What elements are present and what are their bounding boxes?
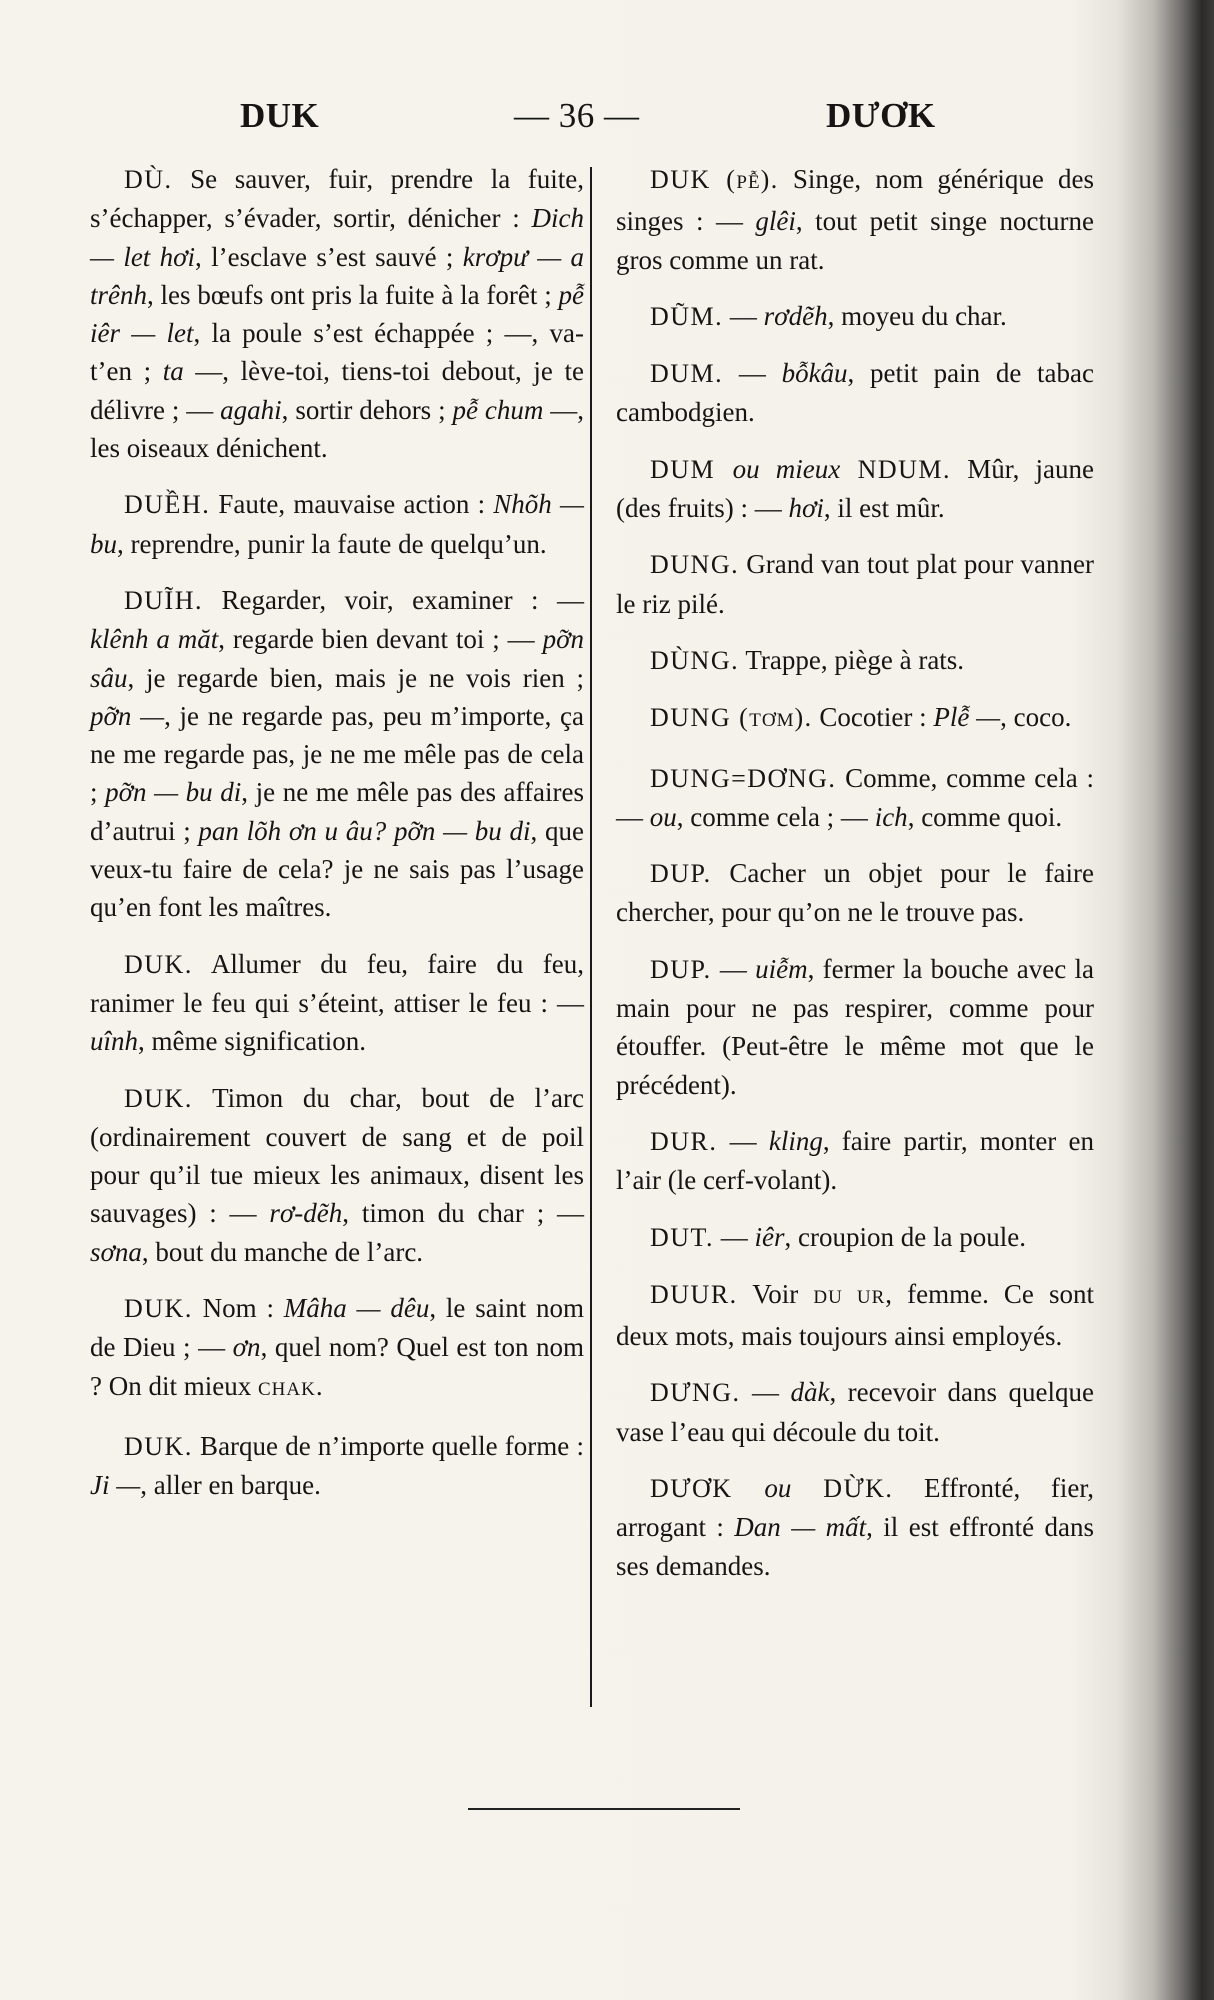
cross-reference: TƠM: [749, 710, 795, 732]
headword: DUK.: [124, 1294, 193, 1324]
headword: DUUR.: [650, 1279, 738, 1309]
cross-reference: CHAK: [257, 1378, 316, 1400]
dictionary-entry: [616, 1275, 1094, 1356]
headword: DUNG.: [650, 550, 740, 580]
example-phrase: glêi: [755, 206, 796, 237]
dictionary-entry: [90, 1079, 584, 1271]
dictionary-entry: [616, 641, 1094, 680]
example-phrase: iêr: [754, 1221, 785, 1252]
definition-text: , l’esclave s’est sauvé ;: [195, 241, 463, 272]
dictionary-entry: [616, 1122, 1094, 1200]
definition-text: Cacher un objet pour le faire chercher, pour qu’on ne le trouve pas.: [616, 858, 1094, 928]
example-phrase: Nhõh — bu: [90, 489, 584, 559]
example-phrase: ich: [874, 801, 908, 832]
footer-rule: [468, 1808, 740, 1810]
example-phrase: Ji —: [90, 1470, 141, 1501]
dictionary-entry: [90, 945, 584, 1061]
example-phrase: hơi: [788, 493, 824, 524]
example-phrase: rơdẽh: [763, 300, 828, 331]
definition-text: , comme quoi.: [907, 801, 1063, 832]
definition-text: , le saint nom de Dieu ; —: [90, 1293, 584, 1363]
example-phrase: Plễ —: [933, 702, 1001, 733]
definition-text: , coco.: [1000, 702, 1072, 733]
definition-text: Barque de n’importe quelle forme :: [192, 1430, 584, 1461]
example-phrase: agahi: [220, 394, 282, 425]
cross-reference: PỄ: [736, 172, 761, 193]
definition-text: , les bœufs ont pris la fuite à la forêt ;: [147, 279, 559, 310]
headword: ).: [794, 703, 813, 733]
definition-text: , la poule s’est échappée ; —, va-t’en ;: [90, 318, 584, 387]
headword: DƯNG.: [650, 1378, 741, 1408]
example-phrase: pan lõh ơn u âu? pỡn — bu di: [198, 815, 531, 846]
definition-text: , femme. Ce sont deux mots, mais toujours ainsi employés.: [616, 1278, 1094, 1352]
headword: ).: [760, 165, 779, 194]
headword: DUK.: [124, 1431, 193, 1461]
definition-text: Cocotier :: [812, 702, 934, 733]
definition-text: Regarder, voir, examiner : —: [203, 584, 584, 615]
dictionary-entry: [616, 545, 1094, 623]
definition-text: , timon du char ; —: [342, 1198, 584, 1229]
definition-text: —, lève-toi, tiens-toi debout, je te délivre ; —: [90, 356, 584, 425]
headword: DÙNG.: [650, 645, 740, 675]
running-head-left: DUK: [240, 96, 320, 135]
definition-text: —: [740, 1377, 791, 1408]
example-phrase: pễ iêr — let: [90, 279, 584, 349]
definition-text: , moyeu du char.: [827, 300, 1007, 331]
dictionary-entry: [616, 698, 1094, 740]
example-phrase: ơn: [232, 1332, 261, 1363]
definition-text: , je regarde bien, mais je ne vois rien ;: [127, 662, 584, 693]
headword: DUĨH.: [124, 585, 203, 615]
headword: DUM.: [650, 359, 724, 389]
definition-text: , fermer la bouche avec la main pour ne pas respirer, comme pour étouffer. (Peut-être le même mot que le précédent).: [616, 953, 1094, 1100]
definition-text: , je ne regarde pas, peu m’importe, ça ne me regarde pas, je ne me mêle pas de cela ;: [90, 700, 584, 808]
definition-text: —: [723, 300, 764, 331]
headword: DUNG=DƠNG.: [650, 763, 837, 793]
definition-text: Allumer du feu, faire du feu, ranimer le feu qui s’éteint, attiser le feu : —: [90, 948, 584, 1018]
dictionary-entry: [616, 854, 1094, 932]
headword: DUR.: [650, 1126, 718, 1156]
page-number: — 36 —: [514, 96, 640, 135]
definition-text: , croupion de la poule.: [784, 1221, 1026, 1252]
dictionary-entry: [90, 581, 584, 927]
example-phrase: ou: [649, 801, 677, 832]
example-phrase: ta: [162, 356, 184, 387]
definition-text: Grand van tout plat pour vanner le riz pilé.: [616, 549, 1094, 619]
left-column: [90, 160, 584, 1523]
example-phrase: Dich — let hơi: [90, 203, 584, 272]
definition-text: Singe, nom générique des singes : —: [616, 164, 1094, 237]
example-phrase: pỡn —: [90, 700, 165, 731]
definition-text: Mûr, jaune (des fruits) : —: [616, 453, 1095, 524]
cross-reference: DU UR: [813, 1286, 886, 1308]
dictionary-entry: [616, 1218, 1094, 1257]
headword: DUK.: [124, 949, 193, 979]
definition-text: , que veux-tu faire de cela? je ne sais pas l’usage qu’en font les maîtres.: [90, 815, 584, 923]
dictionary-entry: [616, 759, 1094, 837]
dictionary-entry: [616, 1469, 1094, 1585]
headword: DUK.: [124, 1083, 193, 1113]
example-phrase: bỗkâu: [781, 358, 848, 389]
example-phrase: Dan — mất: [734, 1512, 867, 1543]
example-phrase: Mâha — dêu: [283, 1293, 430, 1324]
example-phrase: krơpư — a trênh: [90, 241, 585, 310]
definition-text: Timon du char, bout de l’arc (ordinairement couvert de sang et de poil pour qu’il tue mieux les animaux, disent les sauvages) : —: [90, 1082, 584, 1229]
column-divider: [590, 167, 592, 1707]
example-phrase: kling: [768, 1125, 823, 1156]
headword: DŨM.: [650, 301, 724, 331]
definition-text: —: [714, 1221, 755, 1252]
headword: DUT.: [650, 1222, 715, 1252]
example-phrase: pỡn sâu: [90, 624, 584, 693]
definition-text: Effronté, fier, arrogant :: [616, 1473, 1094, 1543]
headword: DUP.: [650, 954, 712, 984]
headword: DUNG (: [650, 703, 750, 733]
dictionary-entry: [90, 1289, 584, 1409]
example-phrase: uiễm: [755, 953, 808, 984]
definition-text: , sortir dehors ;: [281, 394, 453, 425]
example-phrase: rơ-dẽh: [269, 1198, 343, 1229]
example-phrase: uînh: [90, 1026, 139, 1057]
definition-text: , quel nom? Quel est ton nom ? On dit mieux: [90, 1332, 584, 1401]
definition-text: Se sauver, fuir, prendre la fuite, s’échapper, s’évader, sortir, dénicher :: [90, 164, 584, 234]
dictionary-entry: [90, 160, 584, 467]
definition-text: , il est effronté dans ses demandes.: [616, 1512, 1094, 1581]
headword: NDUM.: [840, 454, 952, 484]
definition-text: , il est mûr.: [823, 493, 945, 524]
example-phrase: sơna: [90, 1236, 142, 1267]
definition-text: Voir: [737, 1278, 814, 1309]
definition-text: , bout du manche de l’arc.: [141, 1236, 424, 1267]
definition-text: Faute, mauvaise action :: [210, 489, 494, 520]
example-phrase: pỡn — bu di: [105, 777, 242, 808]
headword: DUP.: [650, 859, 712, 889]
definition-text: , aller en barque.: [140, 1470, 321, 1501]
dictionary-entry: [616, 354, 1094, 432]
definition-text: , petit pain de tabac cambodgien.: [616, 358, 1094, 428]
definition-text: , comme cela ; —: [676, 801, 875, 832]
definition-text: Nom :: [192, 1293, 284, 1324]
dictionary-entry: [90, 1427, 584, 1505]
headword: DUM: [650, 454, 733, 484]
headword: DƯƠK: [650, 1474, 765, 1504]
definition-text: , recevoir dans quelque vase l’eau qui découle du toit.: [616, 1377, 1094, 1447]
definition-text: .: [315, 1370, 323, 1401]
example-phrase: dàk: [790, 1377, 830, 1408]
dictionary-entry: [616, 950, 1094, 1104]
definition-text: , je ne me mêle pas des affaires d’autrui ;: [90, 777, 584, 846]
definition-text: Comme, comme cela : —: [616, 762, 1094, 832]
definition-text: —: [711, 953, 756, 984]
definition-text: , faire partir, monter en l’air (le cerf-volant).: [616, 1125, 1094, 1196]
example-phrase: ou mieux: [732, 453, 841, 484]
right-column: [616, 160, 1094, 1603]
definition-text: , regarde bien devant toi ; —: [218, 624, 543, 655]
example-phrase: ou: [764, 1473, 792, 1504]
dictionary-entry: [616, 450, 1094, 528]
example-phrase: pễ chum: [452, 394, 544, 425]
definition-text: —: [717, 1125, 769, 1156]
example-phrase: klênh a măt: [90, 624, 219, 655]
running-head-right: DƯƠK: [826, 96, 936, 135]
definition-text: , tout petit singe nocturne gros comme un rat.: [616, 206, 1094, 275]
definition-text: —, les oiseaux dénichent.: [90, 394, 585, 464]
definition-text: Trappe, piège à rats.: [739, 644, 965, 675]
dictionary-entry: [616, 160, 1094, 279]
headword: DỪK.: [791, 1474, 894, 1504]
definition-text: , reprendre, punir la faute de quelqu’un.: [117, 528, 547, 559]
headword: DUK (: [650, 165, 737, 194]
dictionary-entry: [90, 485, 584, 563]
dictionary-entry: [616, 1373, 1094, 1451]
headword: DUỀH.: [124, 490, 211, 520]
headword: DÙ.: [124, 165, 173, 194]
dictionary-entry: [616, 297, 1094, 336]
definition-text: , même signification.: [138, 1026, 366, 1057]
definition-text: —: [723, 358, 782, 389]
